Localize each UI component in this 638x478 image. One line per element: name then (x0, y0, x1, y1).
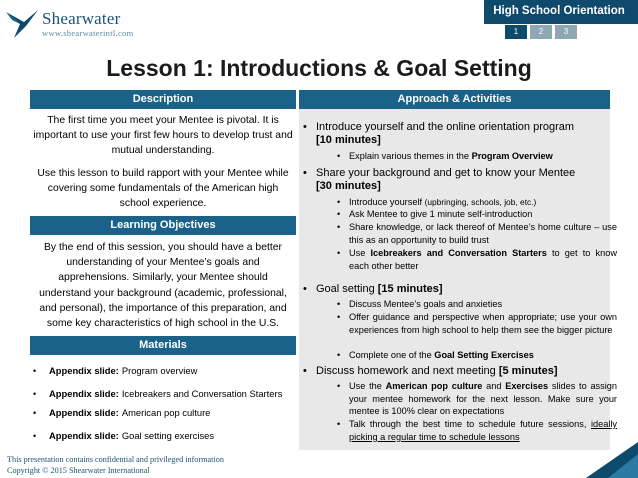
bullet-icon: • (33, 388, 37, 399)
approach-header: Approach & Activities (299, 90, 610, 109)
step-2: 2 (530, 25, 552, 39)
material-text: Goal setting exercises (121, 430, 215, 441)
bullet-icon: • (337, 312, 341, 322)
bullet-icon: • (337, 209, 341, 219)
bullet-icon: • (337, 419, 341, 429)
description-paragraph-1: The first time you meet your Mentee is pivotal. It is important to use your first few hours to develop trust and mutual understanding. (33, 115, 293, 157)
activity-item: • Discuss homework and next meeting [5 minutes] (303, 364, 606, 380)
objectives-header: Learning Objectives (30, 216, 296, 235)
activity-item: • Goal setting [15 minutes] (303, 282, 606, 298)
bullet-icon: • (337, 222, 341, 232)
material-label: Appendix slide: (49, 365, 119, 376)
material-text: American pop culture (121, 407, 211, 418)
footer-copyright: Copyright © 2015 Shearwater International (7, 466, 150, 475)
sub-item: • Offer guidance and perspective when appropriate; use your own experiences from high school to help them see the bigger picture (337, 312, 617, 335)
sub-item: • Discuss Mentee’s goals and anxieties (337, 299, 503, 309)
sub-item: • Complete one of the Goal Setting Exercises (337, 350, 534, 360)
step-indicator (505, 25, 577, 39)
activity-text: Share your background and get to know your Mentee (316, 167, 576, 179)
material-label: Appendix slide: (49, 407, 119, 418)
material-text: Icebreakers and Conversation Starters (121, 388, 283, 399)
bullet-icon: • (303, 167, 307, 179)
bullet-icon: • (337, 197, 341, 207)
activity-text: Introduce yourself and the online orientation program (316, 121, 575, 133)
sub-item: • Introduce yourself (upbringing, schools, job, etc.) (337, 197, 537, 207)
bullet-icon: • (303, 365, 307, 377)
activity-time: [30 minutes] (316, 180, 381, 192)
footer-confidential: This presentation contains confidential and privileged information (7, 455, 224, 464)
step-1: 1 (505, 25, 527, 39)
material-item (33, 388, 282, 399)
bullet-icon: • (337, 248, 341, 258)
description-paragraph-2: Use this lesson to build rapport with your Mentee while covering some fundamentals of the American high school experience. (37, 168, 289, 210)
activity-time: [10 minutes] (316, 134, 381, 146)
bullet-icon: • (337, 381, 341, 391)
sub-item: • Ask Mentee to give 1 minute self-introduction (337, 209, 533, 219)
sub-item: • Share knowledge, or lack thereof of Mentee’s home culture – use this as an opportunity to build trust (337, 222, 617, 245)
sub-item: • Explain various themes in the Program Overview (337, 151, 553, 161)
material-item (33, 407, 210, 418)
material-text: Program overview (121, 365, 198, 376)
sub-item: • Talk through the best time to schedule future sessions, ideally picking a regular time to schedule lessons (337, 419, 617, 442)
brand-url: www.shearwaterintl.com (42, 28, 134, 38)
material-item (33, 430, 214, 441)
material-label: Appendix slide: (49, 430, 119, 441)
sub-item: • Use Icebreakers and Conversation Starters to get to know each other better (337, 248, 617, 271)
bullet-icon: • (303, 283, 307, 295)
corner-wing-icon (578, 440, 638, 478)
shearwater-logo-icon (4, 4, 40, 40)
sub-item: • Use the American pop culture and Exercises slides to assign your mentee homework for the next lesson. Make sure your mentee is 100% clear on expectations (337, 381, 618, 417)
materials-header: Materials (30, 336, 296, 355)
bullet-icon: • (33, 365, 37, 376)
objectives-paragraph: By the end of this session, you should have a better understanding of your Mentee’s goals and apprehensions. Similarly, your Mentee should understand your background (academic, professional, and personal), the importance of this preparation, and some key characteristics of high school in the U.S. (39, 242, 287, 330)
brand-name: Shearwater (42, 9, 121, 28)
material-label: Appendix slide: (49, 388, 119, 399)
bullet-icon: • (33, 430, 37, 441)
bullet-icon: • (337, 151, 341, 161)
bullet-icon: • (303, 121, 307, 133)
material-item (33, 365, 197, 376)
step-3: 3 (555, 25, 577, 39)
bullet-icon: • (33, 407, 37, 418)
bullet-icon: • (337, 350, 341, 360)
description-header: Description (30, 90, 296, 109)
page-title: Lesson 1: Introductions & Goal Setting (106, 55, 532, 81)
header-title: High School Orientation (493, 5, 625, 17)
bullet-icon: • (337, 299, 341, 309)
